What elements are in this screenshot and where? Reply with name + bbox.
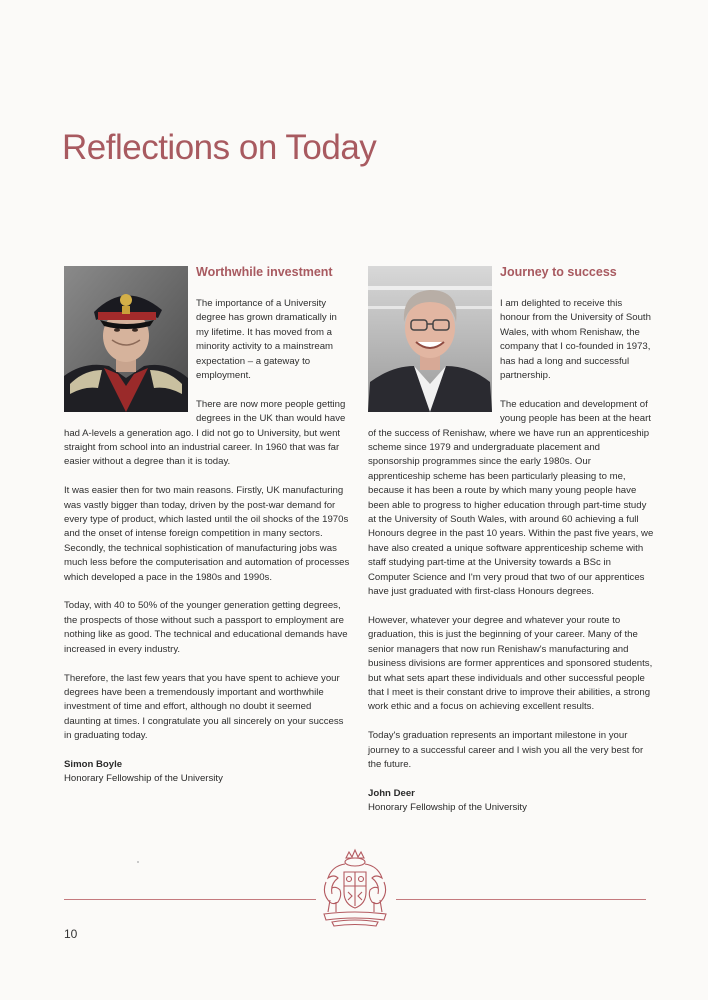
page-title: Reflections on Today [62, 128, 377, 167]
right-paragraph-1: I am delighted to receive this honour from the University of South Wales, with whom Renishaw, the company that I co-founded in 1973, has had a long and successful partnership. [500, 298, 651, 382]
left-paragraph-1: The importance of a University degree has grown dramatically in my lifetime. It has moved from a minority activity to a mainstream expectation – a gateway to employment. [196, 298, 337, 382]
left-signature-title: Honorary Fellowship of the University [64, 772, 223, 784]
right-article [368, 262, 654, 815]
page-number: 10 [64, 927, 78, 941]
left-paragraph-2: There are now more people getting degrees in the UK than would have had A-levels a generation ago. I did not go to University, but went straight from school into an industrial career. In 1960 that was far easier without a degree than it is today. [64, 398, 346, 468]
left-article [64, 262, 350, 786]
right-signature-name: John Deer [368, 787, 415, 799]
right-paragraph-2: The education and development of young people has been at the heart of the success of Renishaw, where we have run an apprenticeship scheme since 1979 and undergraduate placement and sponsorship programmes since the early 1980s. Our apprenticeship scheme has been particularly pleasing to me, because it has been a route by which many young people have been able to progress to higher education through part-time study at the University of South Wales, with around 60 achieving a full Honours degree in the past 10 years. Within the past five years, we have also created a unique software apprenticeship scheme with staff studying part-time at the University towards a BSc in Computer Science and I'm very proud that two of our apprentices have just graduated with first-class Honours degrees. [368, 398, 654, 598]
smiling-man-photo [368, 266, 492, 412]
left-signature-name: Simon Boyle [64, 758, 123, 770]
uniformed-man-photo [64, 266, 188, 412]
left-paragraph-5: Therefore, the last few years that you have spent to achieve your degrees have been a tremendously important and worthwhile investment of time and effort, although no doubt it seemed daunting at times. I congratulate you all sincerely on your success in graduating today. [64, 672, 344, 742]
portrait-photo-left [64, 266, 188, 412]
footer-rule-left [64, 899, 316, 900]
portrait-photo-right [368, 266, 492, 412]
left-paragraph-4: Today, with 40 to 50% of the younger generation getting degrees, the prospects of those without such a passport to employment are nothing like as good. The technical and educational demands have increased in every industry. [64, 600, 348, 655]
right-heading: Journey to success [500, 265, 617, 279]
coat-of-arms-icon [318, 848, 392, 928]
right-signature-title: Honorary Fellowship of the University [368, 801, 527, 813]
speck [137, 861, 139, 863]
left-heading: Worthwhile investment [196, 265, 333, 279]
right-paragraph-4: Today's graduation represents an important milestone in your journey to a successful career and I wish you all the very best for the future. [368, 730, 644, 770]
left-paragraph-3: It was easier then for two main reasons. Firstly, UK manufacturing was vastly bigger than today, driven by the post-war demand for every type of product, which lasted until the oil shocks of the 1970s and the onset of intense foreign competition in many sectors. Secondly, the technical sophistication of manufacturing jobs was much less before the computerisation and automation of processes which developed a pace in the 1980s and 1990s. [64, 485, 350, 583]
right-paragraph-3: However, whatever your degree and whatever your route to graduation, this is just the beginning of your career. Many of the senior managers that now run Renishaw's manufacturing and business divisions are former apprentices and sponsored students, but what sets apart these individuals and other successful people that I meet is their constant drive to improve their abilities, a strong work ethic and a focus on achieving excellent results. [368, 614, 653, 713]
footer-rule-right [396, 899, 646, 900]
